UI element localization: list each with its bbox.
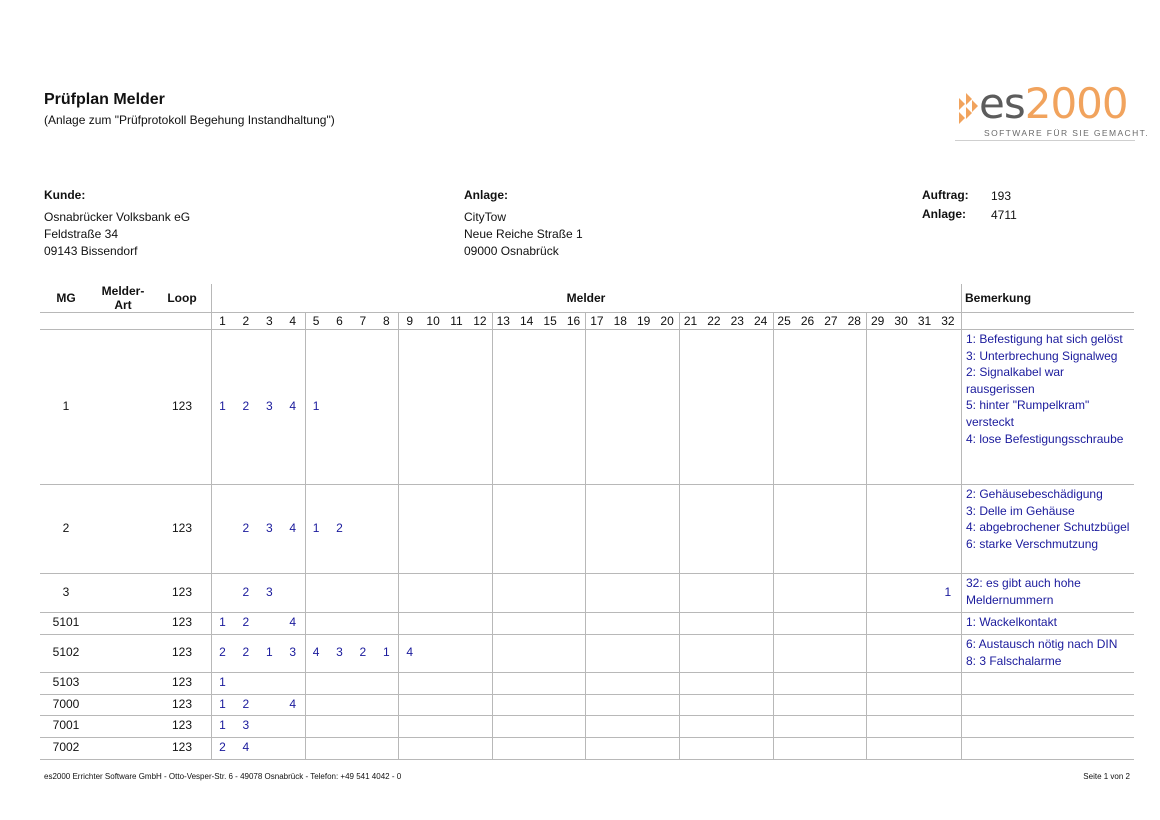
melder-cell: 2 — [219, 645, 226, 659]
melder-number-header: 16 — [566, 314, 581, 328]
melder-number-header: 21 — [683, 314, 698, 328]
row-divider — [40, 484, 1134, 485]
melder-cell: 4 — [242, 740, 250, 754]
melder-group-border — [773, 312, 774, 759]
melder-number-header: 18 — [613, 314, 627, 328]
melder-cell: 1 — [312, 520, 320, 535]
melder-cell: 2 — [242, 645, 250, 659]
anlage-city: 09000 Osnabrück — [464, 244, 559, 258]
row-divider — [40, 759, 1134, 760]
row-divider — [40, 573, 1134, 574]
loop-cell: 123 — [171, 696, 193, 711]
loop-cell: 123 — [171, 718, 193, 732]
melder-number-header: 9 — [406, 314, 414, 328]
bemerkung-entry: 4: abgebrochener Schutzbügel — [966, 520, 1130, 535]
melder-cell: 2 — [242, 398, 250, 413]
loop-cell: 123 — [171, 675, 193, 689]
bemerkung-cell — [966, 575, 1136, 608]
kunde-label: Kunde: — [44, 188, 86, 202]
bemerkung-entry: 2: Gehäusebeschädigung — [966, 487, 1103, 501]
melder-number-header: 27 — [824, 314, 838, 328]
melder-cell: 4 — [289, 615, 297, 629]
footer-company: es2000 Errichter Software GmbH - Otto-Vesper-Str. 6 - 49078 Osnabrück - Telefon: +49 541 4042 - 0 — [44, 772, 402, 781]
melder-number-header: 30 — [894, 314, 908, 328]
loop-cell: 123 — [171, 645, 193, 659]
melder-group-border — [305, 312, 306, 759]
melder-number-header: 17 — [590, 314, 604, 328]
loop-cell: 123 — [171, 584, 193, 599]
loop-cell: 123 — [171, 740, 193, 754]
logo-tagline: SOFTWARE FÜR SIE GEMACHT. — [984, 128, 1150, 138]
row-divider — [40, 634, 1134, 635]
mg-cell: 2 — [62, 520, 70, 535]
bemerkung-entry: 2: Signalkabel war rausgerissen — [966, 365, 1065, 396]
loop-cell: 123 — [171, 398, 193, 413]
melder-cell: 1 — [219, 696, 226, 711]
melder-number-header: 32 — [941, 314, 955, 328]
melder-cell: 2 — [242, 584, 250, 599]
melder-cell: 4 — [289, 696, 297, 711]
melder-cell: 1 — [219, 718, 226, 732]
melder-number-header: 23 — [730, 314, 744, 328]
melder-cell: 3 — [336, 645, 343, 659]
melder-number-header: 7 — [359, 314, 367, 328]
melder-number-header: 26 — [800, 314, 815, 328]
melder-cell: 2 — [242, 520, 250, 535]
melder-cell: 4 — [289, 520, 297, 535]
bemerkung-entry: 1: Wackelkontakt — [966, 615, 1057, 629]
melder-number-header: 28 — [847, 314, 861, 328]
melder-cell: 3 — [289, 645, 297, 659]
bemerkung-cell — [966, 331, 1136, 447]
melder-cell: 2 — [242, 615, 250, 629]
header-melder-art: Melder-Art — [101, 284, 145, 312]
anlage-name: CityTow — [464, 210, 507, 224]
melder-number-header: 15 — [543, 314, 557, 328]
melder-number-header: 11 — [450, 314, 463, 328]
mg-cell: 7000 — [52, 696, 80, 711]
mg-cell: 7001 — [52, 718, 80, 732]
melder-number-header: 19 — [637, 314, 651, 328]
melder-group-border — [398, 312, 399, 759]
bemerkung-cell — [966, 486, 1136, 552]
logo-wordmark: es2000 — [979, 79, 1128, 128]
anlage-nr-value: 4711 — [991, 208, 1017, 222]
melder-number-header: 24 — [754, 314, 768, 328]
melder-cell: 1 — [219, 398, 226, 413]
number-row-divider — [40, 329, 1134, 330]
anlage-nr-label: Anlage: — [922, 207, 967, 221]
row-divider — [40, 672, 1134, 673]
melder-number-header: 8 — [382, 314, 390, 328]
melder-cell: 1 — [944, 584, 952, 599]
melder-group-border — [679, 312, 680, 759]
melder-number-header: 2 — [242, 314, 250, 328]
bemerkung-entry: 4: lose Befestigungsschraube — [966, 431, 1124, 446]
mg-cell: 5102 — [52, 645, 80, 659]
melder-number-header: 31 — [917, 314, 932, 328]
melder-cell: 4 — [406, 645, 414, 659]
melder-number-header: 20 — [660, 314, 674, 328]
melder-number-header: 25 — [777, 314, 791, 328]
melder-number-header: 4 — [289, 314, 297, 328]
anlage-label: Anlage: — [464, 188, 509, 202]
melder-cell: 2 — [219, 740, 226, 754]
melder-cell: 3 — [265, 520, 273, 535]
bemerkung-entry: 6: starke Verschmutzung — [966, 536, 1099, 551]
page-title: Prüfplan Melder — [44, 91, 165, 108]
melder-cell: 2 — [359, 645, 367, 659]
melder-number-header: 12 — [473, 314, 487, 328]
melder-number-header: 14 — [520, 314, 534, 328]
melder-cell: 3 — [242, 718, 250, 732]
melder-group-border — [492, 312, 493, 759]
footer-page-number: Seite 1 von 2 — [1083, 772, 1130, 781]
bemerkung-entry: 3: Unterbrechung Signalweg — [966, 348, 1118, 363]
header-divider — [40, 312, 1134, 313]
melder-number-header: 6 — [336, 314, 343, 328]
auftrag-value: 193 — [991, 189, 1012, 203]
melder-number-header: 10 — [426, 314, 440, 328]
header-bemerkung: Bemerkung — [965, 291, 1032, 305]
mg-cell: 5103 — [52, 675, 80, 689]
loop-cell: 123 — [171, 615, 193, 629]
mg-cell: 7002 — [52, 740, 80, 754]
melder-cell: 3 — [265, 398, 273, 413]
melder-cell: 4 — [289, 398, 297, 413]
bemerkung-entry: 5: hinter "Rumpelkram" versteckt — [966, 398, 1090, 429]
melder-cell: 2 — [242, 696, 250, 711]
melder-cell: 3 — [265, 584, 273, 599]
row-divider — [40, 737, 1134, 738]
header-mg: MG — [56, 291, 76, 305]
kunde-city: 09143 Bissendorf — [44, 244, 138, 258]
melder-cell: 2 — [336, 520, 343, 535]
header-loop: Loop — [167, 291, 197, 305]
bemerkung-entry: 6: Austausch nötig nach DIN — [966, 637, 1118, 651]
anlage-street: Neue Reiche Straße 1 — [464, 227, 583, 241]
bemerkung-left-border — [961, 284, 962, 759]
melder-cell: 4 — [312, 645, 320, 659]
melder-number-header: 1 — [219, 314, 226, 328]
bemerkung-entry: 1: Befestigung hat sich gelöst — [966, 332, 1123, 346]
melder-number-header: 5 — [312, 314, 320, 328]
row-divider — [40, 612, 1134, 613]
melder-cell: 1 — [219, 615, 226, 629]
melder-cell: 1 — [312, 398, 320, 413]
melder-group-border — [585, 312, 586, 759]
mg-cell: 3 — [62, 584, 70, 599]
melder-group-border — [866, 312, 867, 759]
bemerkung-cell — [966, 614, 1136, 631]
melder-number-header: 3 — [265, 314, 273, 328]
melder-cell: 1 — [382, 645, 390, 659]
page-subtitle: (Anlage zum "Prüfprotokoll Begehung Instandhaltung") — [44, 113, 335, 127]
bemerkung-cell — [966, 636, 1136, 669]
bemerkung-entry: 8: 3 Falschalarme — [966, 653, 1062, 668]
bemerkung-entry: 32: es gibt auch hohe Meldernummern — [966, 576, 1081, 607]
melder-number-header: 29 — [871, 314, 885, 328]
melder-number-header: 22 — [707, 314, 721, 328]
header-melder: Melder — [566, 291, 606, 305]
mg-cell: 5101 — [52, 615, 80, 629]
mg-cell: 1 — [62, 398, 70, 413]
kunde-street: Feldstraße 34 — [44, 227, 119, 241]
melder-cell: 1 — [265, 645, 273, 659]
row-divider — [40, 694, 1134, 695]
auftrag-label: Auftrag: — [922, 188, 969, 202]
melder-cell: 1 — [219, 675, 226, 689]
kunde-name: Osnabrücker Volksbank eG — [44, 210, 191, 224]
row-divider — [40, 715, 1134, 716]
loop-cell: 123 — [171, 520, 193, 535]
bemerkung-entry: 3: Delle im Gehäuse — [966, 503, 1075, 518]
melder-number-header: 13 — [496, 314, 510, 328]
